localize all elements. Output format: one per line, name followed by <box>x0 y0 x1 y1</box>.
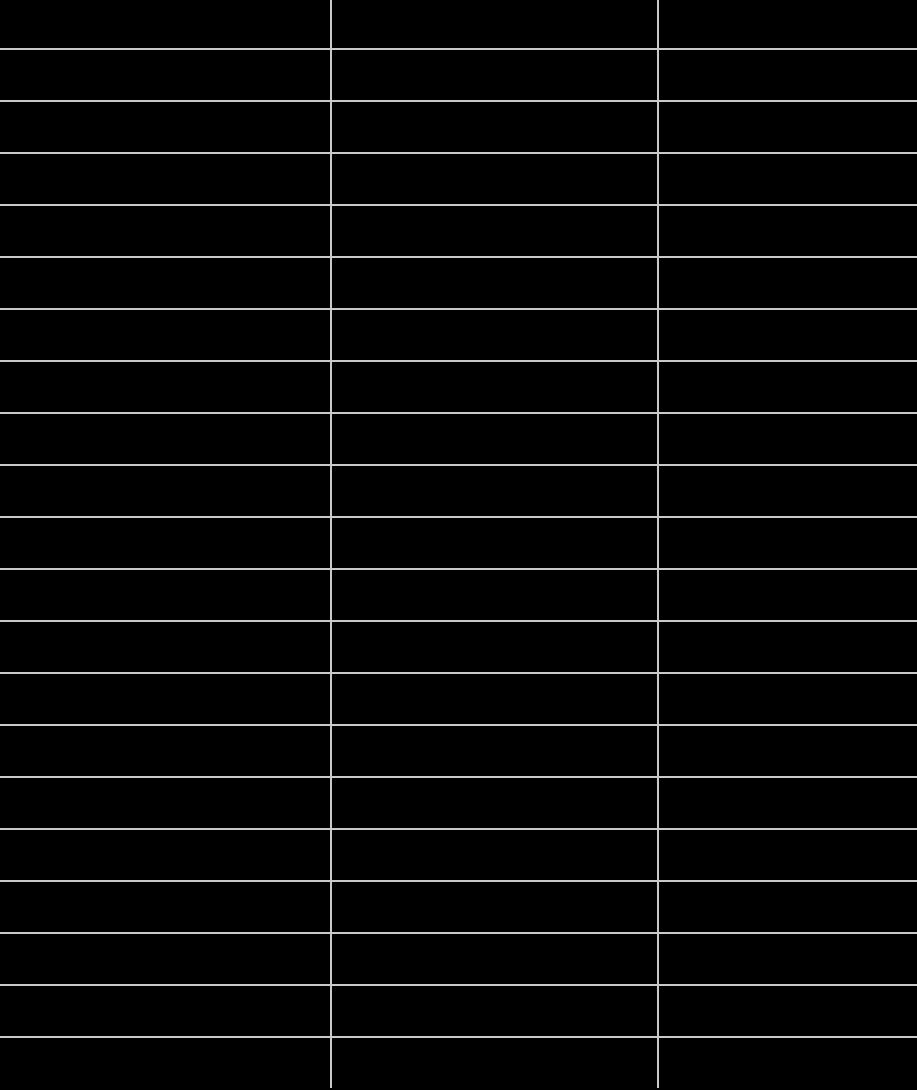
table-cell[interactable] <box>658 829 917 881</box>
table-row[interactable] <box>0 361 917 413</box>
table-cell[interactable] <box>658 413 917 465</box>
table-cell[interactable] <box>0 1037 331 1088</box>
table-row[interactable] <box>0 49 917 101</box>
table-cell[interactable] <box>331 881 658 933</box>
table-cell[interactable] <box>0 309 331 361</box>
table-cell[interactable] <box>331 49 658 101</box>
table-row[interactable] <box>0 725 917 777</box>
table-cell[interactable] <box>331 673 658 725</box>
table-row[interactable] <box>0 673 917 725</box>
table-row[interactable] <box>0 0 917 49</box>
table-row[interactable] <box>0 985 917 1037</box>
table-cell[interactable] <box>0 205 331 257</box>
table-cell[interactable] <box>0 361 331 413</box>
table-cell[interactable] <box>658 933 917 985</box>
table-row[interactable] <box>0 413 917 465</box>
table-cell[interactable] <box>0 933 331 985</box>
table-cell[interactable] <box>0 829 331 881</box>
table-cell[interactable] <box>0 621 331 673</box>
table-cell[interactable] <box>658 361 917 413</box>
table-cell[interactable] <box>331 153 658 205</box>
table-row[interactable] <box>0 153 917 205</box>
table-cell[interactable] <box>658 205 917 257</box>
table-row[interactable] <box>0 777 917 829</box>
table-cell[interactable] <box>658 777 917 829</box>
table-row[interactable] <box>0 205 917 257</box>
table-cell[interactable] <box>331 413 658 465</box>
table-cell[interactable] <box>331 777 658 829</box>
table-cell[interactable] <box>658 49 917 101</box>
table-cell[interactable] <box>658 0 917 49</box>
table-cell[interactable] <box>0 49 331 101</box>
table-cell[interactable] <box>658 881 917 933</box>
table-cell[interactable] <box>658 985 917 1037</box>
table-row[interactable] <box>0 933 917 985</box>
table-row[interactable] <box>0 881 917 933</box>
table-cell[interactable] <box>331 1037 658 1088</box>
table-row[interactable] <box>0 309 917 361</box>
table-cell[interactable] <box>331 985 658 1037</box>
table-cell[interactable] <box>658 621 917 673</box>
table-row[interactable] <box>0 101 917 153</box>
table-cell[interactable] <box>331 257 658 309</box>
table-row[interactable] <box>0 621 917 673</box>
table-cell[interactable] <box>658 465 917 517</box>
table-cell[interactable] <box>658 257 917 309</box>
table-cell[interactable] <box>658 153 917 205</box>
table-cell[interactable] <box>331 309 658 361</box>
table-cell[interactable] <box>0 101 331 153</box>
table-cell[interactable] <box>658 101 917 153</box>
table-cell[interactable] <box>0 257 331 309</box>
table-row[interactable] <box>0 1037 917 1088</box>
table-cell[interactable] <box>331 933 658 985</box>
table-cell[interactable] <box>331 569 658 621</box>
table-cell[interactable] <box>658 725 917 777</box>
table-cell[interactable] <box>331 205 658 257</box>
table-cell[interactable] <box>0 0 331 49</box>
table-cell[interactable] <box>658 1037 917 1088</box>
table-cell[interactable] <box>331 829 658 881</box>
table-row[interactable] <box>0 517 917 569</box>
table-cell[interactable] <box>331 517 658 569</box>
table-cell[interactable] <box>331 0 658 49</box>
table-cell[interactable] <box>0 517 331 569</box>
table-cell[interactable] <box>331 101 658 153</box>
table-cell[interactable] <box>0 569 331 621</box>
table-cell[interactable] <box>0 777 331 829</box>
table-cell[interactable] <box>331 361 658 413</box>
table-cell[interactable] <box>0 985 331 1037</box>
table-cell[interactable] <box>658 517 917 569</box>
table-row[interactable] <box>0 257 917 309</box>
table-cell[interactable] <box>0 725 331 777</box>
table-cell[interactable] <box>0 465 331 517</box>
table-cell[interactable] <box>658 673 917 725</box>
table-cell[interactable] <box>0 153 331 205</box>
table-cell[interactable] <box>0 881 331 933</box>
table-row[interactable] <box>0 829 917 881</box>
table-row[interactable] <box>0 569 917 621</box>
table-cell[interactable] <box>0 413 331 465</box>
table-cell[interactable] <box>331 725 658 777</box>
table-cell[interactable] <box>331 465 658 517</box>
table-row[interactable] <box>0 465 917 517</box>
table-cell[interactable] <box>0 673 331 725</box>
table-cell[interactable] <box>331 621 658 673</box>
table-cell[interactable] <box>658 569 917 621</box>
table-cell[interactable] <box>658 309 917 361</box>
